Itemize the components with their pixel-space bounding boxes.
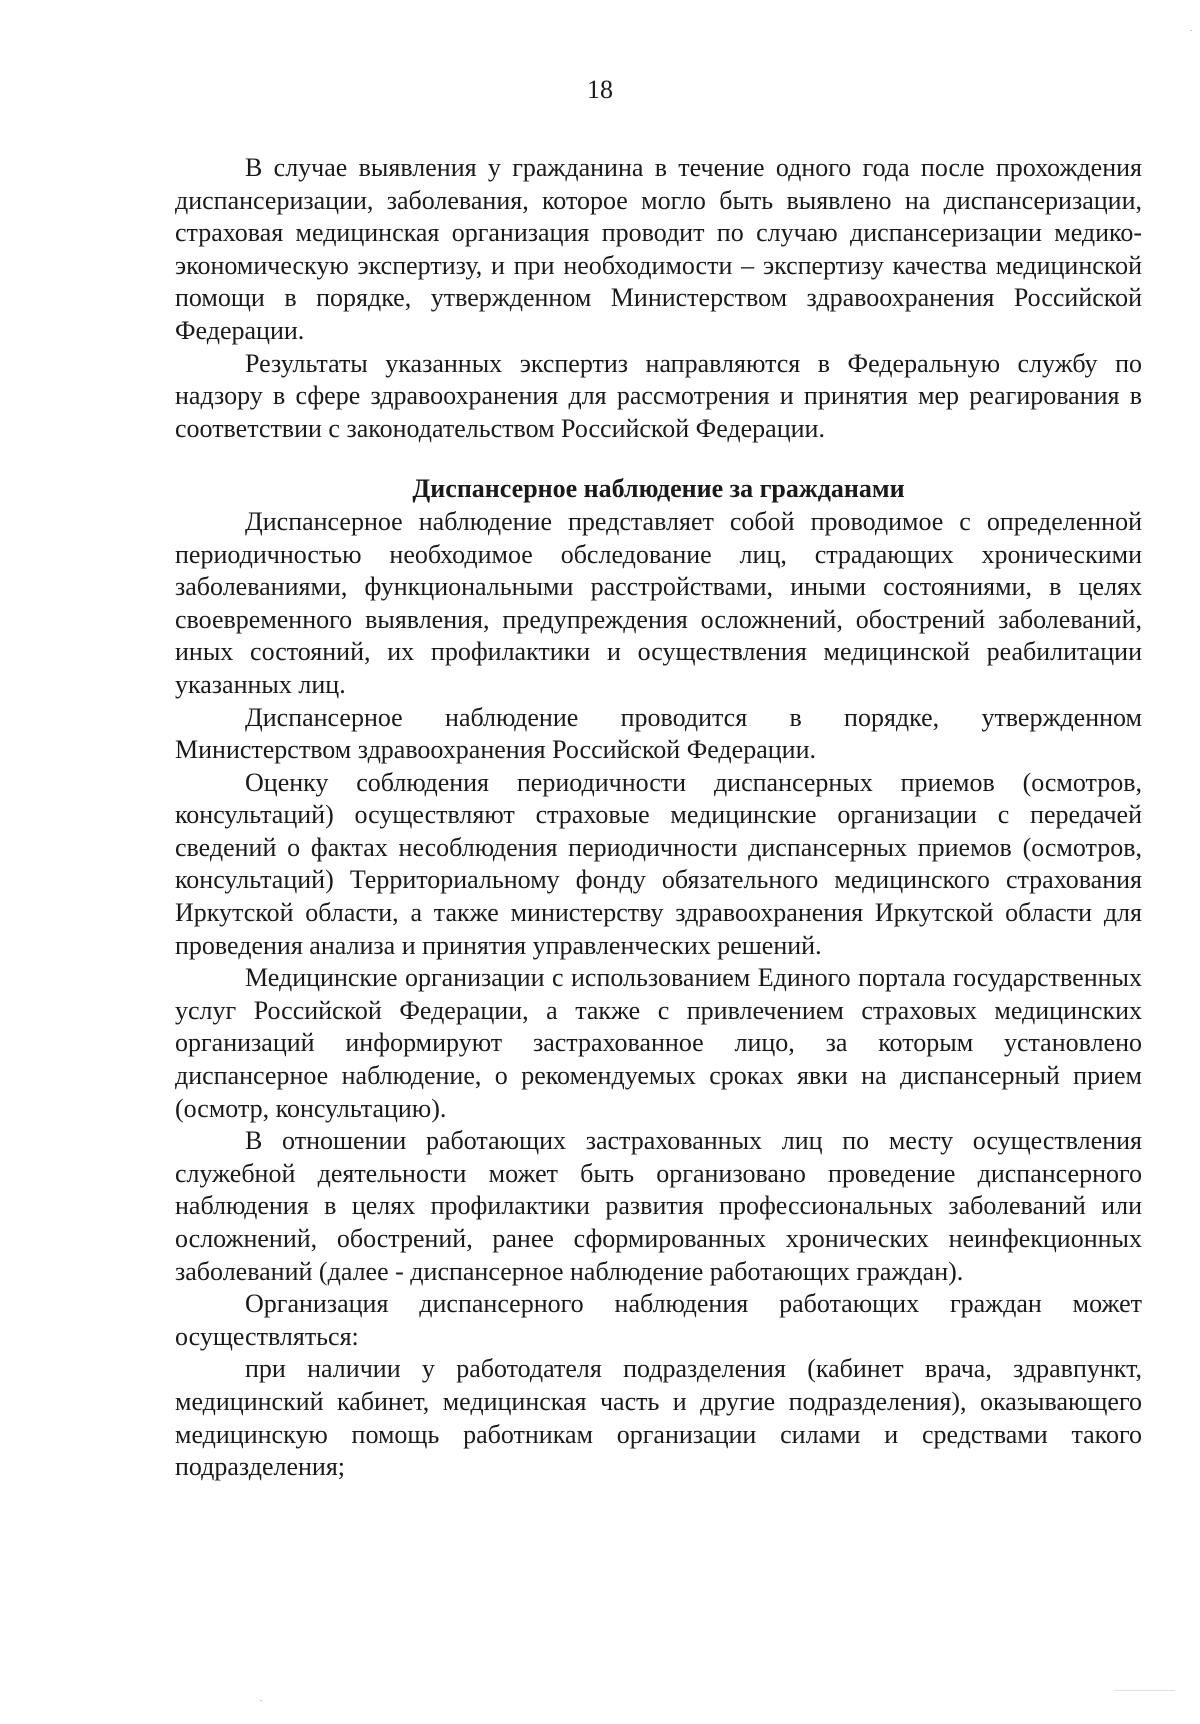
paragraph: Медицинские организации с использованием Единого портала государственных услуг Российской Федерации, а также с привлечением страховых медицинских организаций информируют застрахованное лицо, за которым установлено диспансерное наблюдение, о рекомендуемых сроках явки на диспансерный прием (осмотр, консультацию). (175, 963, 1142, 1123)
paragraph: Организация диспансерного наблюдения работающих граждан может осуществляться: (175, 1289, 1142, 1351)
section-heading: Диспансерное наблюдение за гражданами (412, 474, 905, 504)
paragraph: Диспансерное наблюдение представляет собой проводимое с определенной периодичностью необходимое обследование лиц, страдающих хроническими заболеваниями, функциональными расстройствами, иными состояниями, в целях своевременного выявления, предупреждения осложнений, обострений заболеваний, иных состояний, их профилактики и осуществления медицинской реабилитации указанных лиц. (175, 506, 1142, 699)
scan-speck (260, 1700, 262, 1701)
paragraph: В отношении работающих застрахованных лиц по месту осуществления служебной деятельности может быть организовано проведение диспансерного наблюдения в целях профилактики развития профессиональных заболеваний или осложнений, обострений, ранее сформированных хронических неинфекционных заболеваний (далее - диспансерное наблюдение работающих граждан). (175, 1126, 1142, 1286)
scan-speck (1190, 30, 1192, 31)
paragraph: при наличии у работодателя подразделения (кабинет врача, здравпункт, медицинский кабинет, медицинская часть и другие подразделения), оказывающего медицинскую помощь работникам организации силами и средствами такого подразделения; (175, 1354, 1142, 1482)
paragraph: В случае выявления у гражданина в течение одного года после прохождения диспансеризации, заболевания, которое могло быть выявлено на диспансеризации, страховая медицинская организация проводит по случаю диспансеризации медико-экономическую экспертизу, и при необходимости – экспертизу качества медицинской помощи в порядке, утвержденном Министерством здравоохранения Российской Федерации. (175, 153, 1142, 345)
scan-speck (1115, 1690, 1175, 1691)
page-number: 18 (587, 75, 613, 104)
document-body (175, 152, 1142, 1484)
paragraph: Оценку соблюдения периодичности диспансерных приемов (осмотров, консультаций) осуществляют страховые медицинские организации с передачей сведений о фактах несоблюдения периодичности диспансерных приемов (осмотров, консультаций) Территориальному фонду обязательного медицинского страхования Иркутской области, а также министерству здравоохранения Иркутской области для проведения анализа и принятия управленческих решений. (175, 767, 1142, 960)
paragraph: Диспансерное наблюдение проводится в порядке, утвержденном Министерством здравоохранения Российской Федерации. (175, 702, 1142, 765)
paragraph: Результаты указанных экспертиз направляются в Федеральную службу по надзору в сфере здравоохранения для рассмотрения и принятия мер реагирования в соответствии с законодательством Российской Федерации. (175, 348, 1142, 443)
